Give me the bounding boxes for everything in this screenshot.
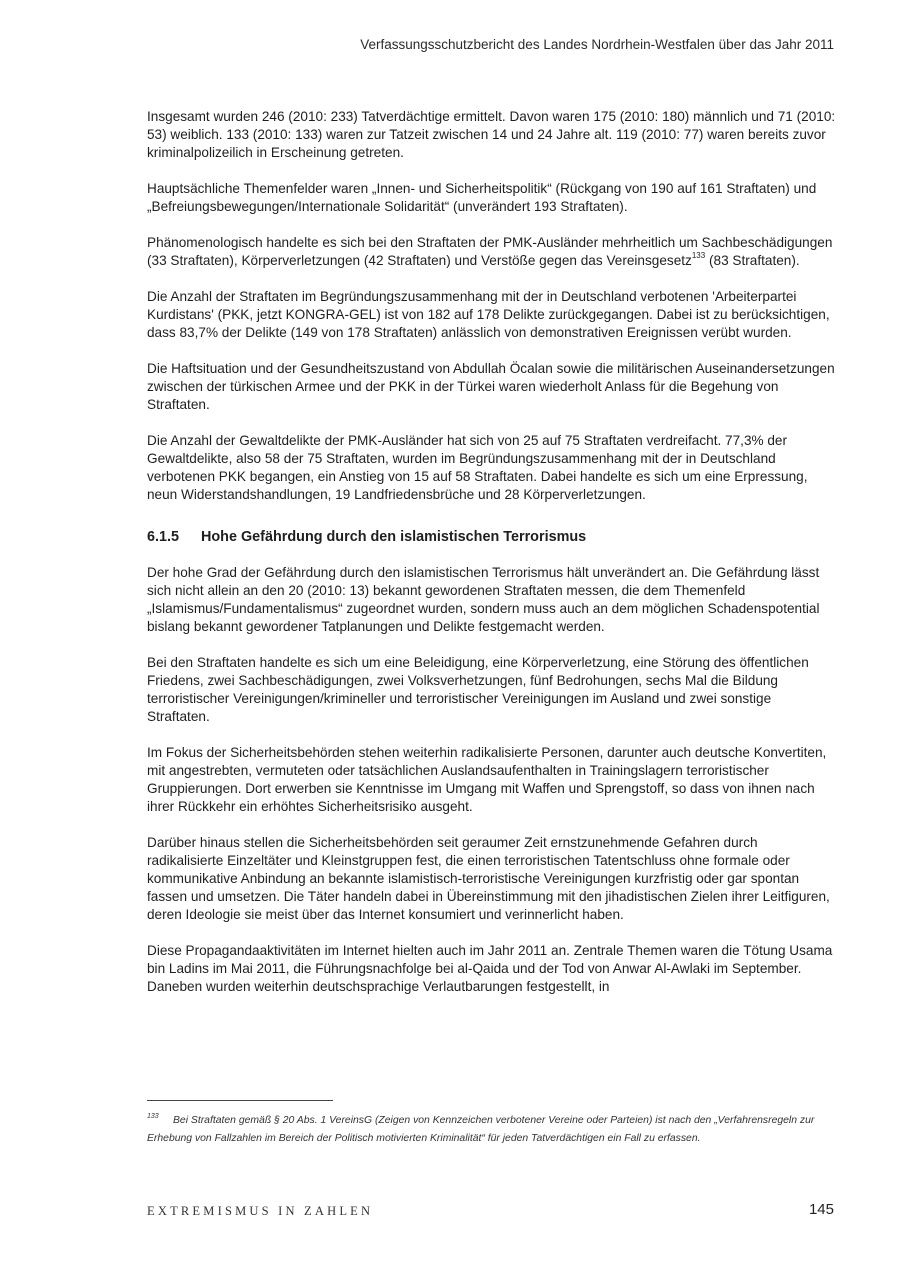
paragraph: Die Anzahl der Straftaten im Begründungszusammenhang mit der in Deutschland verbotenen 'Arbeiterpartei Kurdistans' (PKK, jetzt KONGRA-GEL) ist von 182 auf 178 Delikte zurückgegangen. Dabei ist zu berücksichtigen, dass 83,7% der Delikte (149 von 178 Straftaten) anlässlich von demonstrativen Ereignissen verübt wurden. [147, 289, 830, 340]
footnote-text: Bei Straftaten gemäß § 20 Abs. 1 VereinsG (Zeigen von Kennzeichen verbotener Vereine oder Parteien) ist nach den „Verfahrensregeln zur Erhebung von Fallzahlen im Bereich der Politisch motivierten Kriminalität“ für jeden Tatverdächtigen ein Fall zu erfassen. [147, 1115, 815, 1144]
paragraph: Im Fokus der Sicherheitsbehörden stehen weiterhin radikalisierte Personen, darunter auch deutsche Konvertiten, mit angestrebten, vermuteten oder tatsächlichen Auslandsaufenthalten in Trainingslagern terroristischer Gruppierungen. Dort erwerben sie Kenntnisse im Umgang mit Waffen und Sprengstoff, so dass von ihnen nach ihrer Rückkehr ein erhöhtes Sicherheitsrisiko ausgeht. [147, 745, 827, 814]
paragraph-text: Phänomenologisch handelte es sich bei den Straftaten der PMK-Ausländer mehrheitlich um Sachbeschädigungen (33 Straftaten), Körperverletzungen (42 Straftaten) und Verstöße gegen das Vereinsgesetz [147, 235, 833, 268]
footnote-reference: 133 [691, 251, 706, 260]
running-header: Verfassungsschutzbericht des Landes Nordrhein-Westfalen über das Jahr 2011 [360, 37, 834, 52]
page-number: 145 [808, 1201, 834, 1218]
paragraph-text: (83 Straftaten). [705, 253, 800, 268]
section-number: 6.1.5 [147, 529, 180, 545]
paragraph: Hauptsächliche Themenfelder waren „Innen- und Sicherheitspolitik“ (Rückgang von 190 auf 161 Straftaten) und „Befreiungsbewegungen/Internationale Solidarität“ (unverändert 193 Straftaten). [147, 181, 817, 214]
footnote-divider [147, 1100, 333, 1101]
paragraph [147, 234, 837, 270]
paragraph: Die Anzahl der Gewaltdelikte der PMK-Ausländer hat sich von 25 auf 75 Straftaten verdreifacht. 77,3% der Gewaltdelikte, also 58 der 75 Straftaten, wurden im Begründungszusammenhang mit der in Deutschland verbotenen PKK begangen, ein Anstieg von 15 auf 58 Straftaten. Dabei handelte es sich um eine Erpressung, neun Widerstandshandlungen, 19 Landfriedensbrüche und 28 Körperverletzungen. [147, 433, 808, 502]
paragraph: Insgesamt wurden 246 (2010: 233) Tatverdächtige ermittelt. Davon waren 175 (2010: 180) männlich und 71 (2010: 53) weiblich. 133 (2010: 133) waren zur Tatzeit zwischen 14 und 24 Jahre alt. 119 (2010: 77) waren bereits zuvor kriminalpolizeilich in Erscheinung getreten. [147, 109, 836, 160]
paragraph: Bei den Straftaten handelte es sich um eine Beleidigung, eine Körperverletzung, eine Störung des öffentlichen Friedens, zwei Sachbeschädigungen, zwei Volksverhetzungen, fünf Bedrohungen, sechs Mal die Bildung terroristischer Vereinigungen/krimineller und terroristischer Vereinigungen im Ausland und zwei sonstige Straftaten. [147, 655, 809, 724]
footnote: 133 Bei Straftaten gemäß § 20 Abs. 1 VereinsG (Zeigen von Kennzeichen verbotener Vereine oder Parteien) ist nach den „Verfahrensregeln zur Erhebung von Fallzahlen im Bereich der Politisch motivierten Kriminalität“ für jeden Tatverdächtigen ein Fall zu erfassen. [147, 1113, 815, 1144]
section-heading [147, 528, 837, 546]
body-text [147, 108, 837, 1014]
paragraph: Der hohe Grad der Gefährdung durch den islamistischen Terrorismus hält unverändert an. Die Gefährdung lässt sich nicht allein an den 20 (2010: 13) bekannt gewordenen Straftaten messen, die dem Themenfeld „Islamismus/Fundamentalismus“ zugeordnet wurden, sondern muss auch an dem möglichen Schadenspotential bislang bekannt gewordener Tatplanungen und Delikte festgemacht werden. [147, 565, 820, 634]
paragraph: Diese Propagandaaktivitäten im Internet hielten auch im Jahr 2011 an. Zentrale Themen waren die Tötung Usama bin Ladins im Mai 2011, die Führungsnachfolge bei al-Qaida und der Tod von Anwar Al-Awlaki im September. Daneben wurden weiterhin deutschsprachige Verlautbarungen festgestellt, in [147, 943, 833, 994]
footer-section-label: EXTREMISMUS IN ZAHLEN [147, 1204, 374, 1218]
section-title: Hohe Gefährdung durch den islamistischen Terrorismus [201, 529, 587, 545]
paragraph: Darüber hinaus stellen die Sicherheitsbehörden seit geraumer Zeit ernstzunehmende Gefahren durch radikalisierte Einzeltäter und Kleinstgruppen fest, die einen terroristischen Tatentschluss ohne formale oder kommunikative Anbindung an bekannte islamistisch-terroristische Vereinigungen kurzfristig oder gar spontan fassen und umsetzen. Die Täter handeln dabei in Übereinstimmung mit den jihadistischen Zielen ihrer Leitfiguren, deren Ideologie sie meist über das Internet konsumiert und verinnerlicht haben. [147, 835, 830, 922]
paragraph: Die Haftsituation und der Gesundheitszustand von Abdullah Öcalan sowie die militärischen Auseinandersetzungen zwischen der türkischen Armee und der PKK in der Türkei waren wiederholt Anlass für die Begehung von Straftaten. [147, 361, 835, 412]
